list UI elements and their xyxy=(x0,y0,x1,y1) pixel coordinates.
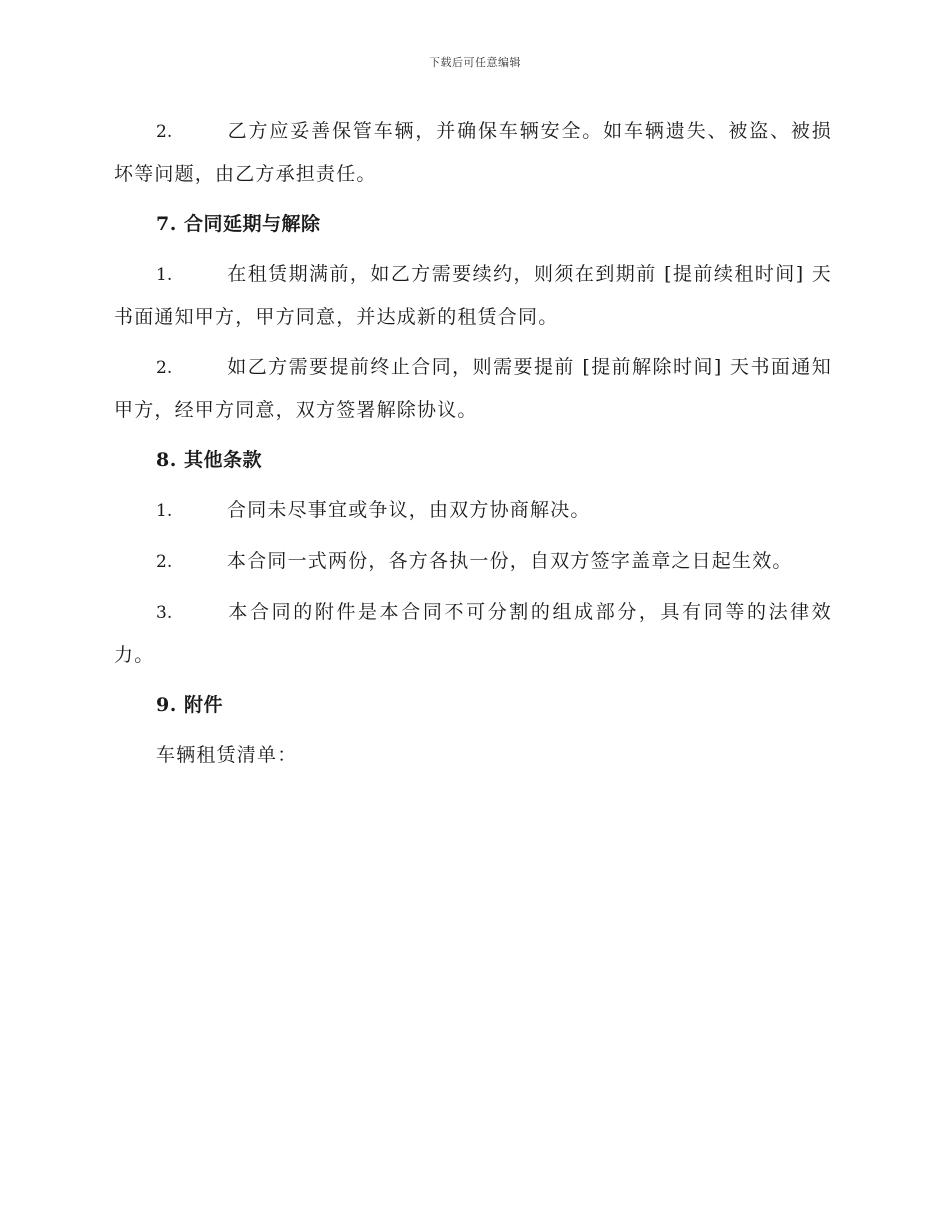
clause-number: 1. xyxy=(156,501,173,521)
clause-text: 在租赁期满前，如乙方需要续约，则须在到期前 [提前续租时间] 天书面通知甲方，甲方同意，并达成新的租赁合同。 xyxy=(114,263,832,328)
clause-number: 2. xyxy=(156,122,173,142)
clause-item xyxy=(114,253,832,338)
clause-number: 1. xyxy=(156,265,173,285)
clause-item xyxy=(114,110,832,195)
clause-number: 2. xyxy=(156,552,173,572)
clause-number: 2. xyxy=(156,358,173,378)
section-heading: 7. 合同延期与解除 xyxy=(156,213,321,235)
document-body xyxy=(114,110,832,776)
clause-item xyxy=(114,540,832,583)
clause-text: 乙方应妥善保管车辆，并确保车辆安全。如车辆遗失、被盗、被损坏等问题，由乙方承担责任。 xyxy=(114,120,832,185)
clause-text: 如乙方需要提前终止合同，则需要提前 [提前解除时间] 天书面通知甲方，经甲方同意，双方签署解除协议。 xyxy=(114,356,832,421)
clause-item xyxy=(114,489,832,532)
clause-text: 合同未尽事宜或争议，由双方协商解决。 xyxy=(227,499,591,521)
clause-item xyxy=(114,591,832,676)
clause-number: 3. xyxy=(156,603,173,623)
section-heading: 8. 其他条款 xyxy=(156,449,262,471)
section-heading: 9. 附件 xyxy=(156,694,223,716)
attachment-label: 车辆租赁清单： xyxy=(156,744,298,766)
page-header: 下载后可任意编辑 xyxy=(429,56,521,69)
clause-text: 本合同一式两份，各方各执一份，自双方签字盖章之日起生效。 xyxy=(227,550,793,572)
clause-text: 本合同的附件是本合同不可分割的组成部分，具有同等的法律效力。 xyxy=(114,601,832,666)
clause-item xyxy=(114,346,832,431)
